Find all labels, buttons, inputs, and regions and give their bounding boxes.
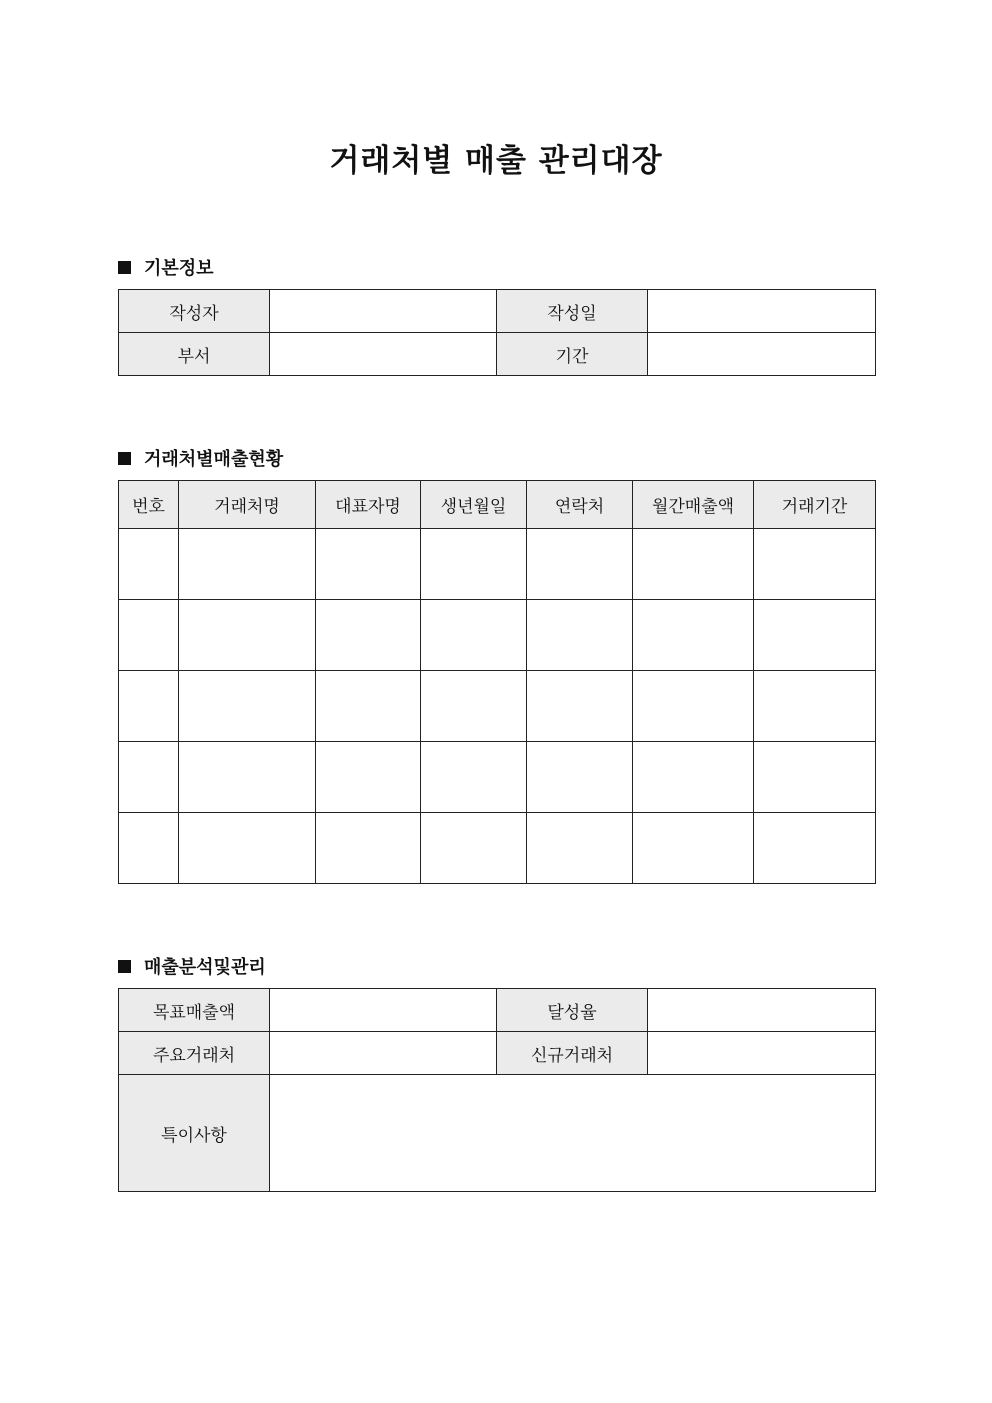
table-cell[interactable] <box>316 742 421 813</box>
section-title: 매출분석및관리 <box>144 957 266 978</box>
column-header: 월간매출액 <box>633 481 754 529</box>
black-square-icon <box>118 452 131 465</box>
table-cell[interactable] <box>527 529 633 600</box>
table-cell[interactable] <box>633 813 754 884</box>
table-row <box>119 529 876 600</box>
column-header: 연락처 <box>527 481 633 529</box>
table-cell[interactable] <box>179 813 316 884</box>
section-heading-basic-info <box>118 254 214 280</box>
main-client-label: 주요거래처 <box>119 1032 270 1075</box>
table-cell[interactable] <box>119 600 179 671</box>
achievement-rate-field[interactable] <box>648 989 876 1032</box>
table-row <box>119 671 876 742</box>
black-square-icon <box>118 261 131 274</box>
remarks-label: 특이사항 <box>119 1075 270 1192</box>
basic-info-table <box>118 289 876 376</box>
new-client-field[interactable] <box>648 1032 876 1075</box>
table-cell[interactable] <box>421 600 527 671</box>
author-label: 작성자 <box>119 290 270 333</box>
table-cell[interactable] <box>527 813 633 884</box>
document-title: 거래처별 매출 관리대장 <box>329 143 663 179</box>
achievement-rate-label: 달성율 <box>497 989 648 1032</box>
department-label: 부서 <box>119 333 270 376</box>
table-header-row <box>119 481 876 529</box>
table-cell[interactable] <box>316 600 421 671</box>
date-label: 작성일 <box>497 290 648 333</box>
main-client-field[interactable] <box>270 1032 497 1075</box>
analysis-table <box>118 988 876 1192</box>
table-cell[interactable] <box>179 742 316 813</box>
black-square-icon <box>118 960 131 973</box>
table-cell[interactable] <box>421 671 527 742</box>
table-cell[interactable] <box>754 813 876 884</box>
table-cell[interactable] <box>633 529 754 600</box>
table-cell[interactable] <box>421 813 527 884</box>
table-row <box>119 742 876 813</box>
department-field[interactable] <box>270 333 497 376</box>
table-cell[interactable] <box>179 671 316 742</box>
table-cell[interactable] <box>754 671 876 742</box>
target-sales-label: 목표매출액 <box>119 989 270 1032</box>
sales-status-table <box>118 480 876 884</box>
table-cell[interactable] <box>119 813 179 884</box>
period-field[interactable] <box>648 333 876 376</box>
table-cell[interactable] <box>179 600 316 671</box>
author-field[interactable] <box>270 290 497 333</box>
table-cell[interactable] <box>179 529 316 600</box>
table-cell[interactable] <box>527 742 633 813</box>
table-cell[interactable] <box>316 813 421 884</box>
table-row <box>119 600 876 671</box>
table-cell[interactable] <box>633 600 754 671</box>
date-field[interactable] <box>648 290 876 333</box>
remarks-field[interactable] <box>270 1075 876 1192</box>
table-cell[interactable] <box>633 671 754 742</box>
table-cell[interactable] <box>119 671 179 742</box>
table-cell[interactable] <box>527 600 633 671</box>
table-cell[interactable] <box>119 529 179 600</box>
table-cell[interactable] <box>421 529 527 600</box>
new-client-label: 신규거래처 <box>497 1032 648 1075</box>
table-cell[interactable] <box>119 742 179 813</box>
section-title: 기본정보 <box>144 258 214 279</box>
table-cell[interactable] <box>754 600 876 671</box>
column-header: 거래기간 <box>754 481 876 529</box>
column-header: 번호 <box>119 481 179 529</box>
column-header: 대표자명 <box>316 481 421 529</box>
section-heading-analysis <box>118 953 266 979</box>
column-header: 거래처명 <box>179 481 316 529</box>
table-cell[interactable] <box>754 529 876 600</box>
table-cell[interactable] <box>316 529 421 600</box>
table-cell[interactable] <box>421 742 527 813</box>
table-cell[interactable] <box>316 671 421 742</box>
target-sales-field[interactable] <box>270 989 497 1032</box>
table-cell[interactable] <box>633 742 754 813</box>
section-heading-sales-status <box>118 445 283 471</box>
section-title: 거래처별매출현황 <box>144 449 284 470</box>
table-cell[interactable] <box>527 671 633 742</box>
column-header: 생년월일 <box>421 481 527 529</box>
table-cell[interactable] <box>754 742 876 813</box>
table-row <box>119 813 876 884</box>
period-label: 기간 <box>497 333 648 376</box>
